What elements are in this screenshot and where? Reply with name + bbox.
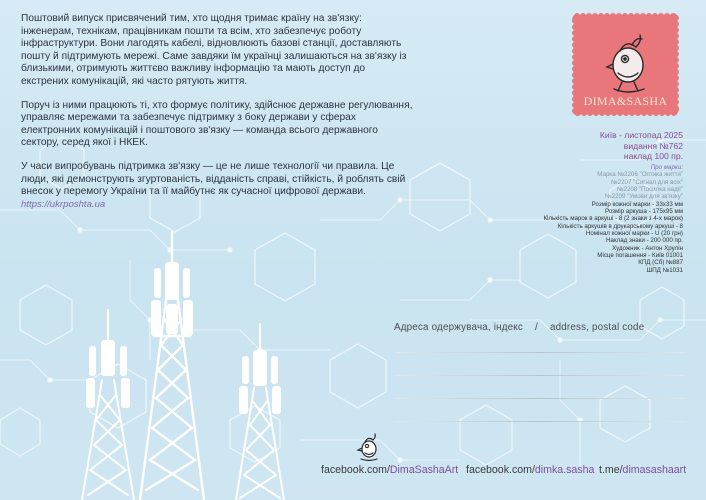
edition-number: видання №762 [623,140,683,151]
address-label-en: address, postal code [549,322,645,333]
spec-line: Розмір аркуша - 175x95 мм [604,208,683,216]
spec-line: №2207 "Сигнал для всіх" [611,178,683,186]
address-line-2[interactable] [395,375,685,376]
spec-line: Кількість марок в аркуші - 8 (2 знаки з 4-х марок) [543,215,683,223]
description-paragraph-1: Поштовий випуск присвячений тим, хто щодня тримає країну на зв'язку: інженерам, технікам, працівникам пошти та всім, хто забезпечує роботу інфраструктури. Вони лагодять кабелі, відновлюють базові станції, доставляють пошту й підтримують мережі. Саме завдяки їм українці залишаються на зв'язку із близькими, отримують життєво важливу інформацію та мають доступ до екстрених комунікацій, які часто рятують життя. [21,13,407,87]
spec-line: КПД (Сб) №887 [638,259,683,267]
social-link-facebook-2[interactable]: facebook.com/dimka.sasha [466,464,595,476]
description-paragraph-3-text: У часи випробувань підтримка зв'язку — це не лише технології чи правила. Це люди, які демонструють згуртованість, відданість справі, стійкість, й роблять свій внесок у перемогу України та її майбутнє як сучасної цифрової держави. [21,160,406,198]
social-link-telegram[interactable]: t.me/dimasashaart [599,464,687,476]
spec-line: №2209 "Умови для зв'язку" [605,193,683,201]
description-paragraph-2: Поруч із ними працюють ті, хто формує політику, здійснює державне регулювання, управляє мережами та забезпечує підтримку з боку держави у сферах електронних комунікацій і поштового зв'язку — команда всього державного сектору, серед якої і НКЕК. [21,99,413,149]
spec-line: Художник - Антон Хрулін [612,244,683,252]
stamp-specs-header: Про марки: [650,164,683,171]
description-paragraph-3 [21,161,413,211]
spec-line: Номінал кожної марки - U (20 грн) [585,230,683,238]
bird-logo-icon [353,433,383,463]
edition-circulation: наклад 100 пр. [623,151,683,162]
edition-info [600,130,683,162]
spec-line: №2208 "Посилка надії" [616,186,683,194]
spec-line: ШПД №1031 [646,266,683,274]
spec-line: Наклад знаки - 200 000 пр. [605,237,683,245]
address-line-3[interactable] [395,398,685,399]
address-label-ua: Адреса одержувача, індекс [394,322,523,333]
telecom-towers-illustration [82,232,284,500]
spec-line: Кількість аркушів в друкарському аркуші - 8 [557,222,683,230]
recipient-address-label [394,322,644,333]
edition-place-date: Київ - листопад 2025 [599,130,683,140]
spec-line: Марка №2206 "Оптика життя" [597,171,683,179]
stamp-specs [403,164,683,274]
brand-name: DIMA&SASHA [583,94,668,108]
description-text-block [21,13,413,211]
brand-stamp-logo [570,11,681,118]
spec-line: Розмір кожної марки - 33x33 мм [591,200,683,208]
address-label-separator: / [535,322,538,333]
ukrposhta-link[interactable]: https://ukrposhta.ua [21,198,106,210]
address-line-1[interactable] [395,352,685,353]
spec-line: Місце погашення - Київ 01001 [597,252,683,260]
address-line-4[interactable] [395,421,685,422]
social-link-facebook-1[interactable]: facebook.com/DimaSashaArt [321,464,459,476]
